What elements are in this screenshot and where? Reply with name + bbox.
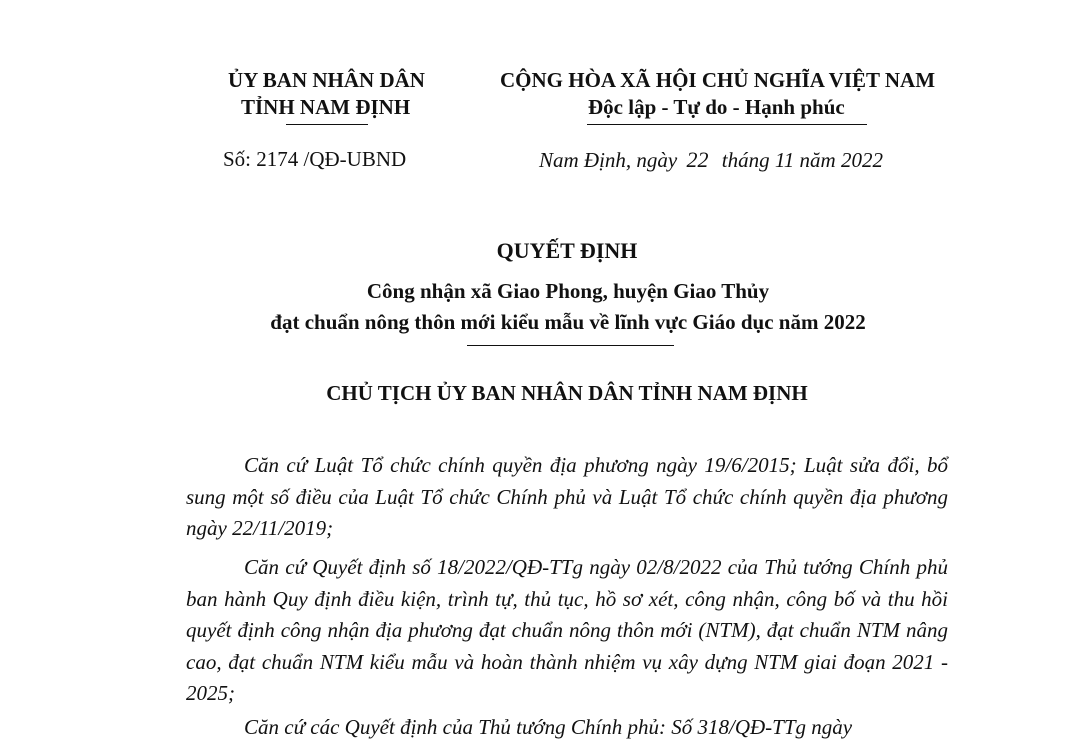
national-motto: Độc lập - Tự do - Hạnh phúc — [588, 95, 845, 119]
legal-basis-paragraph — [186, 712, 948, 744]
date-place: Nam Định, ngày — [539, 148, 678, 172]
date-month-year: tháng 11 năm 2022 — [721, 148, 883, 172]
national-title: CỘNG HÒA XÃ HỘI CHỦ NGHĨA VIỆT NAM — [500, 68, 936, 92]
motto-underline — [587, 124, 867, 125]
agency-name-line2: TỈNH NAM ĐỊNH — [241, 95, 411, 119]
document-title: QUYẾT ĐỊNH — [496, 238, 638, 263]
document-number: Số: 2174 /QĐ-UBND — [223, 147, 407, 171]
issuing-authority: CHỦ TỊCH ỦY BAN NHÂN DÂN TỈNH NAM ĐỊNH — [326, 381, 808, 405]
agency-underline — [286, 124, 368, 125]
document-subtitle-line2: đạt chuẩn nông thôn mới kiểu mẫu về lĩnh vực Giáo dục năm 2022 — [270, 310, 866, 334]
legal-basis-paragraph — [186, 450, 948, 545]
document-subtitle-line1: Công nhận xã Giao Phong, huyện Giao Thủy — [366, 279, 770, 303]
paragraph-text: Căn cứ các Quyết định của Thủ tướng Chính phủ: Số 318/QĐ-TTg ngày — [244, 715, 853, 739]
title-underline — [467, 345, 674, 346]
document-date — [539, 147, 883, 173]
paragraph-text: Căn cứ Luật Tổ chức chính quyền địa phương ngày 19/6/2015; Luật sửa đổi, bổ sung một số điều của Luật Tổ chức Chính phủ và Luật Tổ chức chính quyền địa phương ngày 22/11/2019; — [186, 453, 948, 540]
date-day: 22 — [686, 147, 709, 172]
paragraph-text: Căn cứ Quyết định số 18/2022/QĐ-TTg ngày 02/8/2022 của Thủ tướng Chính phủ ban hành Quy định điều kiện, trình tự, thủ tục, hồ sơ xét, công nhận, công bố và thu hồi quyết định công nhận địa phương đạt chuẩn nông thôn mới (NTM), đạt chuẩn NTM nâng cao, đạt chuẩn NTM kiểu mẫu và hoàn thành nhiệm vụ xây dựng NTM giai đoạn 2021 - 2025; — [186, 555, 948, 705]
agency-name-line1: ỦY BAN NHÂN DÂN — [228, 68, 425, 92]
legal-basis-paragraph — [186, 552, 948, 710]
